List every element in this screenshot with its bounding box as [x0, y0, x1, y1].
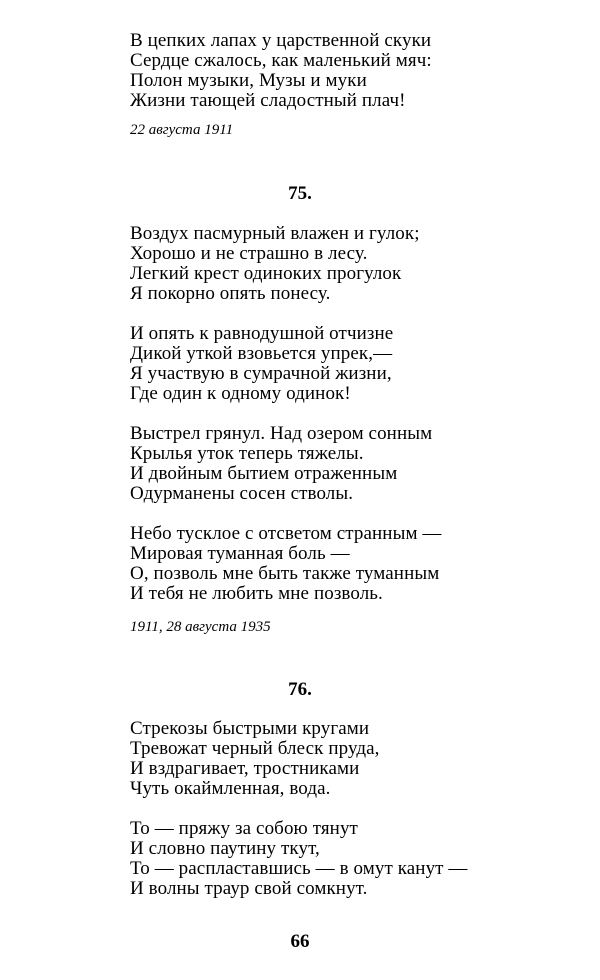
verse-line: В цепких лапах у царственной скуки [130, 30, 432, 51]
page-number: 66 [290, 931, 310, 952]
verse-line: И волны траур свой сомкнут. [130, 878, 368, 899]
verse-line: Чуть окаймленная, вода. [130, 778, 331, 799]
poem-76-number: 76. [288, 679, 312, 700]
stanza [130, 31, 570, 111]
stanza [130, 224, 570, 304]
verse-line: Дикой уткой взовьется упрек,— [130, 343, 393, 364]
poem-75-number: 75. [288, 183, 312, 204]
verse-line: Полон музыки, Музы и муки [130, 70, 367, 91]
verse-line: Воздух пасмурный влажен и гулок; [130, 223, 420, 244]
verse-line: Я участвую в сумрачной жизни, [130, 363, 392, 384]
verse-line: И вздрагивает, тростниками [130, 758, 360, 779]
verse-line: Где один к одному одинок! [130, 383, 351, 404]
verse-line: Небо тусклое с отсветом странным — [130, 523, 442, 544]
stanza [130, 524, 570, 604]
poem-74-date: 22 августа 1911 [130, 122, 234, 138]
verse-line: И словно паутину ткут, [130, 838, 320, 859]
poem-76-body [130, 719, 570, 899]
poem-75-date: 1911, 28 августа 1935 [130, 619, 271, 635]
verse-line: Выстрел грянул. Над озером сонным [130, 423, 433, 444]
stanza [130, 324, 570, 404]
verse-line: Я покорно опять понесу. [130, 283, 331, 304]
verse-line: Стрекозы быстрыми кругами [130, 718, 370, 739]
verse-line: Хорошо и не страшно в лесу. [130, 243, 368, 264]
verse-line: То — пряжу за собою тянут [130, 818, 358, 839]
verse-line: И двойным бытием отраженным [130, 463, 398, 484]
poem-75-body [130, 224, 570, 604]
stanza [130, 424, 570, 504]
verse-line: Жизни тающей сладостный плач! [130, 90, 406, 111]
verse-line: Сердце сжалось, как маленький мяч: [130, 50, 432, 71]
verse-line: И опять к равнодушной отчизне [130, 323, 394, 344]
verse-line: Мировая туманная боль — [130, 543, 350, 564]
verse-line: Крылья уток теперь тяжелы. [130, 443, 364, 464]
verse-line: Тревожат черный блеск пруда, [130, 738, 380, 759]
poem-74-final-stanza [130, 31, 570, 111]
stanza [130, 819, 570, 899]
verse-line: Одурманены сосен стволы. [130, 483, 354, 504]
verse-line: И тебя не любить мне позволь. [130, 583, 383, 604]
stanza [130, 719, 570, 799]
verse-line: Легкий крест одиноких прогулок [130, 263, 402, 284]
verse-line: То — распластавшись — в омут канут — [130, 858, 468, 879]
verse-line: О, позволь мне быть также туманным [130, 563, 440, 584]
